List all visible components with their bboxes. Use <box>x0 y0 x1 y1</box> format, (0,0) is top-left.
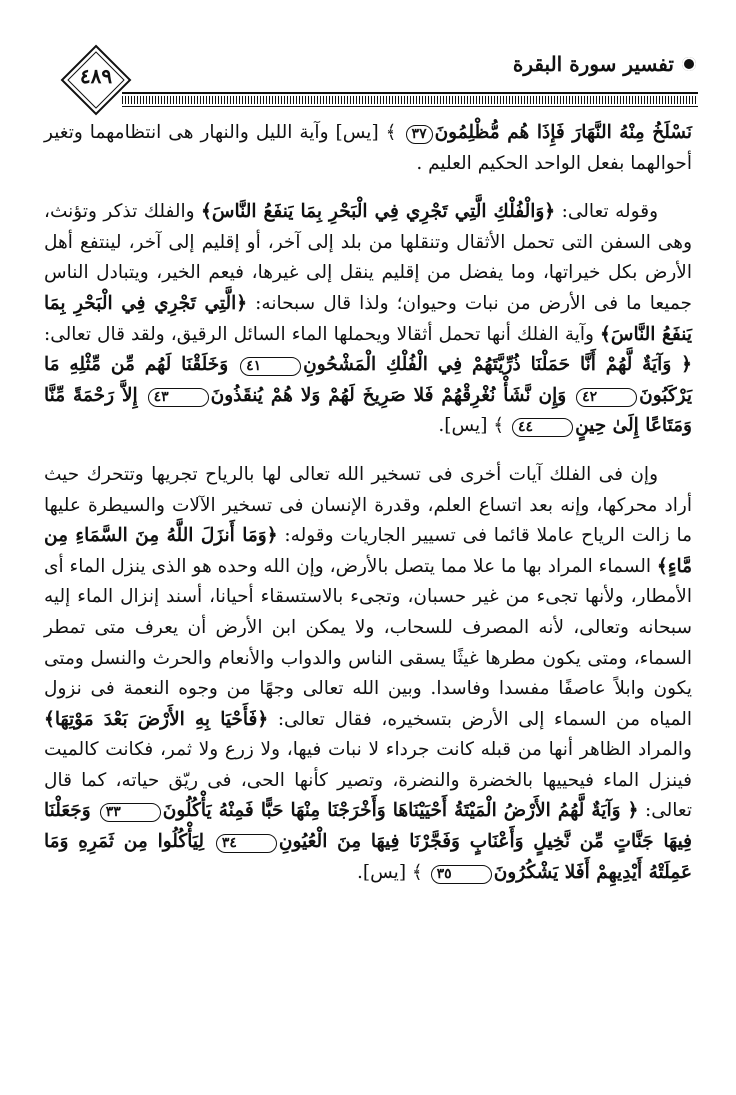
running-title <box>513 52 696 76</box>
quran-quote: نَسْلَخُ مِنْهُ النَّهَارَ فَإِذَا هُم مُّظْلِمُونَ <box>434 122 693 143</box>
quran-quote: إِلاَّ رَحْمَةً مِّنَّا وَمَتَاعًا إِلَىٰ حِينٍ <box>44 384 692 437</box>
quran-quote: وَجَعَلْنَا فِيهَا جَنَّاتٍ مِّن نَّخِيلٍ وَأَعْنَابٍ وَفَجَّرْنَا فِيهَا مِنَ الْعُيُونِ <box>44 800 692 853</box>
quran-quote: ﴿فَأَحْيَا بِهِ الأَرْضَ بَعْدَ مَوْتِهَا﴾ <box>44 708 269 730</box>
verse-number: ٤٤ <box>512 418 573 437</box>
text-run: ﴾ [يس]. <box>357 861 429 883</box>
page-number: ٤٨٩ <box>79 64 113 88</box>
text-run: وإن فى الفلك آيات أخرى فى تسخير الله تعالى لها بالرياح تجريها وتتحرك حيث أراد محركها، وإنه بعد اتساع العلم، وقدرة الإنسان فى تسخير الآلات والسيطرة عليها ما زالت الرياح عاملا قائما فى تسيير الجاريات وقوله: <box>44 463 693 547</box>
verse-number: ٣٣ <box>100 803 161 822</box>
verse-number: ٣٧ <box>406 125 433 144</box>
quran-quote: ﴿وَالْفُلْكِ الَّتِي تَجْرِي فِي الْبَحْرِ بِمَا يَنفَعُ النَّاسَ﴾ <box>201 201 556 223</box>
ornament-icon <box>682 57 696 71</box>
verse-number: ٤٣ <box>148 388 209 407</box>
text-run: والفلك تذكر وتؤنث، وهى السفن التى تحمل الأثقال وتنقلها من بلد إلى آخر، أو إقليم إلى آخر، لينتفع أهل الأرض بكل خيراتها، وما يفضل من إقليم ينقل إلى غيرها، فيعم الخير، ويتبادل الناس جميعا ما فى الأرض من نبات وحيوان؛ ولذا قال سبحانه: <box>44 201 692 314</box>
paragraph-1 <box>44 118 692 179</box>
quran-quote: لِيَأْكُلُوا مِن ثَمَرِهِ وَمَا عَمِلَتْهُ أَيْدِيهِمْ أَفَلا يَشْكُرُونَ <box>44 831 692 883</box>
quran-quote: ﴿ وَآيَةٌ لَّهُمْ أَنَّا حَمَلْنَا ذُرِّيَّتَهُمْ فِي الْفُلْكِ الْمَشْحُونِ <box>303 354 692 376</box>
quran-quote: ﴿ وَآيَةٌ لَّهُمُ الأَرْضُ الْمَيْتَةُ أَحْيَيْنَاهَا وَأَخْرَجْنَا مِنْهَا حَبًّا فَمِنْهُ يَأْكُلُونَ <box>162 800 639 822</box>
paragraph-3 <box>44 460 692 888</box>
quran-quote: ﴿وَمَا أَنزَلَ اللَّهُ مِنَ السَّمَاءِ مِن مَّاءٍ﴾ <box>44 525 692 577</box>
text-run: وآية الفلك أنها تحمل أثقالا ويحملها الماء السائل الرقيق، ولقد قال تعالى: <box>44 323 601 345</box>
body-text <box>44 118 692 906</box>
page-header <box>48 40 698 125</box>
text-run: ﴾ [يس] وآية الليل والنهار هى انتظامهما وتغير أحوالهما بفعل الواحد الحكيم العليم . <box>44 122 692 174</box>
text-run: السماء المراد بها ما علا مما يتصل بالأرض، وإن الله وحده هو الذى ينزل الماء أى الأمطار، ولأنها تجىء من غير حسبان، وتجىء بالاستسقاء أحيانا، أسند إنزال الماء إليه سبحانه وتعالى، لأنه المصرف للسحاب، ولا يمكن ابن الأرض أن يعرف متى تمطر السماء، ومتى يكون مطرها غيثًا يسقى الناس والدواب والأنعام والحرث والنسل ومتى يكون وابلاً عاصفًا مفسدا وفاسدا. وبين الله تعالى وجهًا من وجوه النعمة فى نزول المياه من السماء إلى الأرض بتسخيره، فقال تعالى: <box>44 555 692 730</box>
running-title-text: تفسير سورة البقرة <box>512 52 674 76</box>
header-rule-bottom <box>122 106 698 107</box>
text-run: وقوله تعالى: <box>555 201 659 223</box>
quran-quote: وَإِن نَّشَأْ نُغْرِقْهُمْ فَلا صَرِيخَ لَهُمْ وَلا هُمْ يُنقَذُونَ <box>210 384 575 406</box>
verse-number: ٤١ <box>240 357 301 376</box>
text-run: والمراد الظاهر أنها من قبله كانت جرداء لا نبات فيها، ولا زرع ولا ثمر، فكانت كالميت فينزل الماء فيحييها بالخضرة والنضرة، وتصير كأنها الحى، فى ريّق حياته، كما قال تعالى: <box>44 739 692 822</box>
quran-quote: ﴿الَّتِي تَجْرِي فِي الْبَحْرِ بِمَا يَنفَعُ النَّاسَ﴾ <box>44 292 692 345</box>
text-run: ﴾ [يس]. <box>438 415 511 437</box>
verse-number: ٣٤ <box>216 834 277 853</box>
verse-number: ٣٥ <box>431 865 492 884</box>
verse-number: ٤٢ <box>576 388 637 407</box>
paragraph-2 <box>44 197 692 442</box>
quran-quote: وَخَلَقْنَا لَهُم مِّن مِّثْلِهِ مَا يَرْكَبُونَ <box>44 354 693 406</box>
header-rule-hatched <box>122 96 698 104</box>
